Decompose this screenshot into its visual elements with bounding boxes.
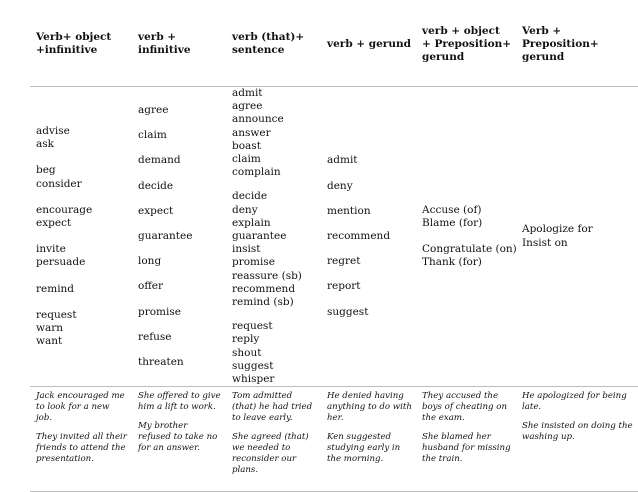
verb-item: promise: [138, 305, 181, 318]
verb-prep-gerund-cell: [516, 87, 638, 387]
example-cell: [516, 387, 638, 492]
verb-item: remind (sb): [232, 296, 294, 309]
examples-row: [30, 387, 638, 492]
verb-item: report: [327, 280, 361, 293]
verb-item: advise: [36, 124, 70, 137]
header-verb-preposition-gerund: Verb + Preposition+ gerund: [516, 2, 638, 87]
verb-item: regret: [327, 255, 361, 268]
example-sentence: My brother refused to take no for an answer.: [138, 421, 218, 454]
verb-infinitive-cell: [132, 87, 226, 387]
verb-item: shout: [232, 346, 262, 359]
verb-item: remind: [36, 282, 75, 295]
verb-item: suggest: [327, 305, 369, 318]
verb-item: admit: [327, 154, 358, 167]
example-sentence: Tom admitted (that) he had tried to leave early.: [232, 391, 313, 424]
verb-item: announce: [232, 113, 284, 126]
verbs-row: [30, 87, 638, 387]
verb-item: claim: [138, 129, 167, 142]
example-cell: [30, 387, 132, 492]
header-verb-that-sentence: verb (that)+ sentence: [226, 2, 321, 87]
example-sentence: Jack encouraged me to look for a new job.: [36, 391, 125, 424]
example-cell: [416, 387, 516, 492]
verb-item: Accuse (of): [422, 203, 482, 216]
verb-object-infinitive-cell: [30, 87, 132, 387]
verb-item: decide: [232, 190, 268, 203]
verb-item: agree: [138, 104, 169, 117]
example-sentence: She insisted on doing the washing up.: [522, 421, 633, 443]
example-cell: [321, 387, 416, 492]
header-row: [30, 2, 638, 87]
example-sentence: He apologized for being late.: [522, 391, 627, 413]
verb-item: threaten: [138, 356, 184, 369]
verb-item: demand: [138, 154, 181, 167]
verb-item: Apologize for: [522, 223, 593, 236]
verb-item: expect: [138, 204, 174, 217]
example-sentence: She agreed (that) we needed to reconsider our plans.: [232, 432, 309, 476]
verb-item: answer: [232, 126, 271, 139]
verb-item: deny: [232, 203, 258, 216]
header-verb-gerund: verb + gerund: [321, 2, 416, 87]
header-verb-object-preposition-gerund: verb + object + Preposition+ gerund: [416, 2, 516, 87]
verb-item: explain: [232, 216, 271, 229]
verb-item: Blame (for): [422, 216, 483, 229]
verb-item: Congratulate (on): [422, 243, 517, 256]
verb-item: expect: [36, 216, 72, 229]
verb-item: suggest: [232, 359, 274, 372]
verb-item: promise: [232, 256, 275, 269]
verb-item: mention: [327, 204, 371, 217]
header-verb-infinitive: verb + infinitive: [132, 2, 226, 87]
verb-item: insist: [232, 243, 261, 256]
verb-item: admit: [232, 87, 263, 99]
verb-item: invite: [36, 243, 66, 256]
example-cell: [132, 387, 226, 492]
verb-item: reply: [232, 333, 260, 346]
example-sentence: He denied having anything to do with her.: [327, 391, 412, 424]
verb-item: ask: [36, 138, 55, 151]
verb-item: encourage: [36, 203, 93, 216]
verb-item: long: [138, 255, 162, 268]
example-sentence: Ken suggested studying early in the morning.: [327, 432, 401, 465]
verb-item: request: [36, 308, 77, 321]
verb-item: persuade: [36, 256, 86, 269]
verb-item: guarantee: [232, 230, 287, 243]
example-sentence: She offered to give him a lift to work.: [138, 391, 221, 413]
verb-item: agree: [232, 100, 263, 113]
verb-item: reassure (sb): [232, 269, 302, 282]
verb-item: beg: [36, 164, 56, 177]
verb-pattern-table: [30, 2, 638, 492]
verb-that-sentence-cell: [226, 87, 321, 387]
verb-item: refuse: [138, 330, 172, 343]
verb-item: consider: [36, 177, 82, 190]
verb-object-prep-gerund-cell: [416, 87, 516, 387]
verb-item: guarantee: [138, 230, 193, 243]
example-sentence: They accused the boys of cheating on the exam.: [422, 391, 507, 424]
verb-item: offer: [138, 280, 164, 293]
verb-item: want: [36, 335, 63, 348]
example-sentence: She blamed her husband for missing the train.: [422, 432, 511, 465]
verb-gerund-cell: [321, 87, 416, 387]
verb-item: decide: [138, 179, 174, 192]
verb-item: claim: [232, 153, 261, 166]
verb-item: Thank (for): [422, 256, 482, 269]
verb-item: recommend: [232, 282, 296, 295]
verb-item: Insist on: [522, 236, 568, 249]
verb-item: request: [232, 320, 273, 333]
verb-item: warn: [36, 321, 64, 334]
verb-item: recommend: [327, 230, 391, 243]
verb-item: whisper: [232, 373, 275, 386]
verb-item: boast: [232, 139, 261, 152]
header-verb-object-infinitive: Verb+ object +infinitive: [30, 2, 132, 87]
example-sentence: They invited all their friends to attend the presentation.: [36, 432, 127, 465]
verb-item: complain: [232, 166, 281, 179]
verb-item: deny: [327, 179, 353, 192]
example-cell: [226, 387, 321, 492]
